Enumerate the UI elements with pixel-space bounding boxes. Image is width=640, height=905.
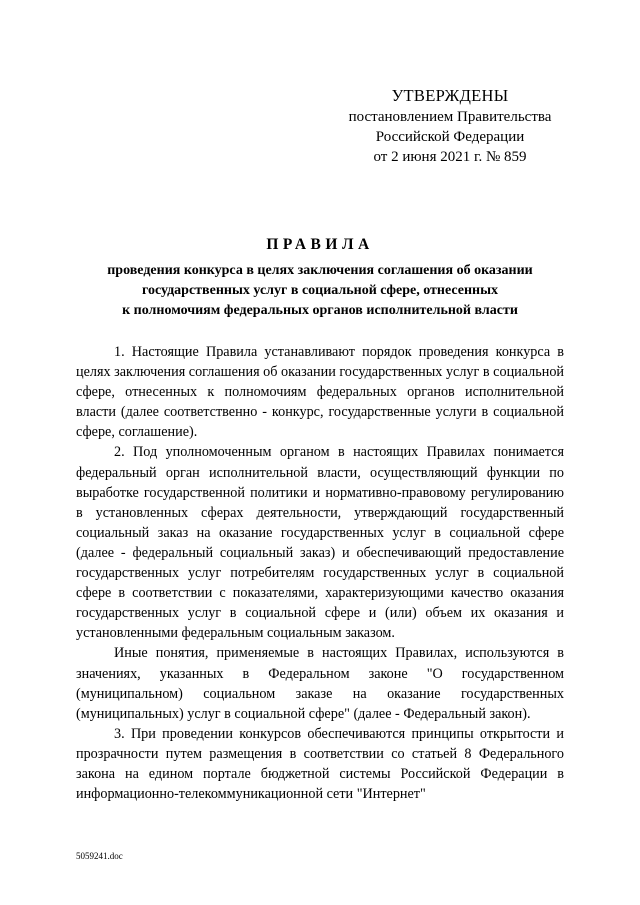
approval-date-number: от 2 июня 2021 г. № 859 — [373, 149, 527, 165]
paragraph-3: 3. При проведении конкурсов обеспечиваются принципы открытости и прозрачности путем размещения в соответствии со статьей 8 Федерального закона на едином портале бюджетной системы Российской Федерации в информационно-телекоммуникационной сети "Интернет" — [76, 725, 564, 803]
subtitle-line-2: государственных услуг в социальной сфере, отнесенных — [141, 283, 499, 298]
document-body — [76, 342, 564, 804]
paragraph-definitions: Иные понятия, применяемые в настоящих Правилах, используются в значениях, указанных в Федеральном законе "О государственном (муниципальном) социальном заказе на оказание государственных (муниципальных) услуг в социальной сфере" (далее - Федеральный закон). — [76, 645, 564, 722]
document-title: ПРАВИЛА — [266, 236, 374, 253]
document-subtitle — [60, 261, 580, 321]
approval-heading: УТВЕРЖДЕНЫ — [391, 86, 509, 105]
document-file-code: 5059241.doc — [76, 851, 123, 861]
approval-block — [330, 86, 570, 167]
subtitle-line-3: к полномочиям федеральных органов исполнительной власти — [122, 303, 518, 318]
paragraph-1: 1. Настоящие Правила устанавливают порядок проведения конкурса в целях заключения соглашения об оказании государственных услуг в социальной сфере, отнесенных к полномочиям федеральных органов исполнительной власти (далее соответственно - конкурс, государственные услуги в социальной сфере, соглашение). — [76, 344, 564, 441]
approval-decree-line: постановлением Правительства — [348, 109, 552, 125]
paragraph-2: 2. Под уполномоченным органом в настоящих Правилах понимается федеральный орган исполнительной власти, осуществляющий функции по выработке государственной политики и нормативно-правовому регулированию в установленных сферах деятельности, утверждающий государственный социальный заказ на оказание государственных услуг в социальной сфере (далее - федеральный социальный заказ) и обеспечивающий предоставление государственных услуг потребителям государственных услуг в социальной сфере в соответствии с показателями, характеризующими качество оказания государственных услуг в социальной сфере и (или) объем их оказания и установленными федеральным социальным заказом. — [76, 444, 564, 642]
subtitle-line-1: проведения конкурса в целях заключения соглашения об оказании — [107, 263, 533, 278]
approval-country-line: Российской Федерации — [375, 129, 525, 145]
